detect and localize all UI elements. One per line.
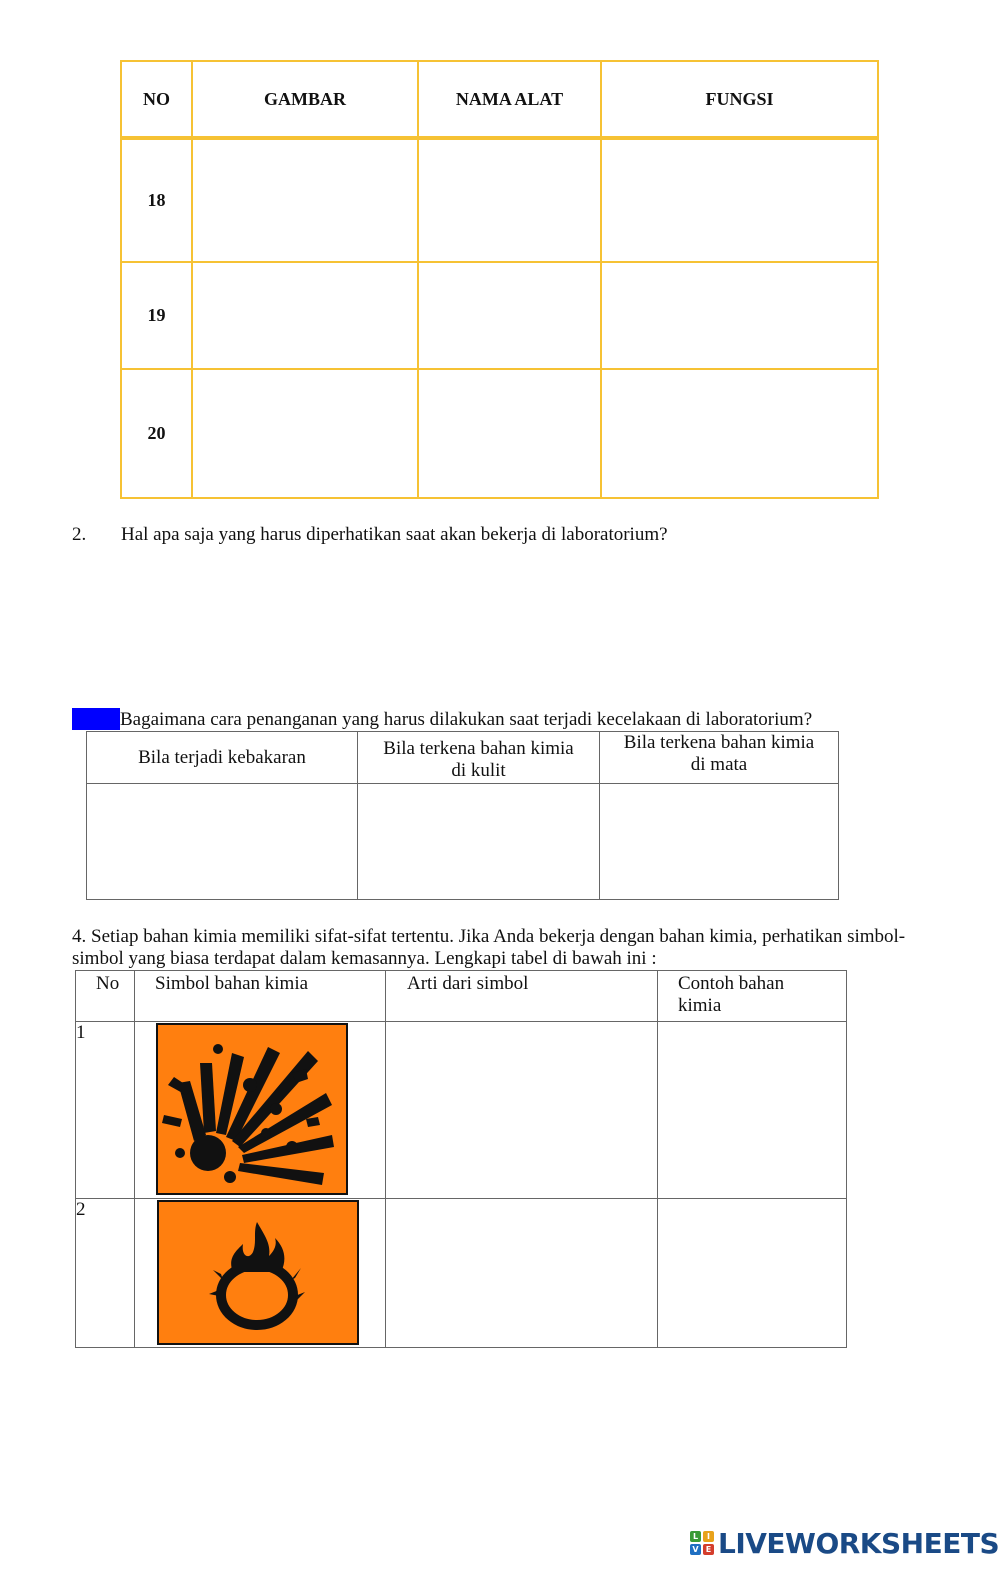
table-row	[121, 138, 878, 262]
header-no: No	[76, 971, 135, 1022]
nama-alat-cell[interactable]	[418, 369, 601, 498]
header-mata: Bila terkena bahan kimia di mata	[600, 732, 839, 784]
oxidizing-icon	[157, 1200, 359, 1345]
logo-mark: L I V E	[690, 1531, 714, 1555]
question-3-text: Bagaimana cara penanganan yang harus dilakukan saat terjadi kecelakaan di laboratorium?	[120, 709, 813, 730]
question-4-text: 4. Setiap bahan kimia memiliki sifat-sifat tertentu. Jika Anda bekerja dengan bahan kimia, perhatikan simbol-simbol yang biasa terdapat dalam kemasannya. Lengkapi tabel di bawah ini :	[72, 926, 906, 969]
header-contoh: Contoh bahan kimia	[658, 971, 847, 1022]
header-gambar: GAMBAR	[192, 61, 418, 138]
accident-table	[86, 731, 839, 900]
question-3-number: 3.	[72, 708, 87, 729]
table-row	[121, 262, 878, 369]
row-number: 18	[121, 138, 192, 262]
arti-answer-cell[interactable]	[386, 1022, 658, 1199]
question-2-text: Hal apa saja yang harus diperhatikan saat akan bekerja di laboratorium?	[121, 524, 668, 545]
header-simbol: Simbol bahan kimia	[135, 971, 386, 1022]
question-3-number-highlight	[72, 708, 120, 730]
row-number: 20	[121, 369, 192, 498]
header-nama-alat: NAMA ALAT	[418, 61, 601, 138]
gambar-cell[interactable]	[192, 262, 418, 369]
fungsi-cell[interactable]	[601, 138, 878, 262]
tools-table	[120, 60, 879, 499]
question-2-answer-area[interactable]	[120, 560, 880, 690]
row-number: 1	[76, 1022, 135, 1199]
mata-answer-cell[interactable]	[600, 784, 839, 900]
fungsi-cell[interactable]	[601, 262, 878, 369]
gambar-cell[interactable]	[192, 138, 418, 262]
liveworksheets-logo	[690, 1527, 999, 1559]
arti-answer-cell[interactable]	[386, 1199, 658, 1348]
explosive-icon	[156, 1023, 348, 1195]
header-kebakaran: Bila terjadi kebakaran	[87, 732, 358, 784]
row-number: 2	[76, 1199, 135, 1348]
header-arti: Arti dari simbol	[386, 971, 658, 1022]
kulit-answer-cell[interactable]	[358, 784, 600, 900]
gambar-cell[interactable]	[192, 369, 418, 498]
question-2-number: 2.	[72, 524, 87, 545]
nama-alat-cell[interactable]	[418, 262, 601, 369]
header-fungsi: FUNGSI	[601, 61, 878, 138]
header-kulit: Bila terkena bahan kimia di kulit	[358, 732, 600, 784]
nama-alat-cell[interactable]	[418, 138, 601, 262]
fungsi-cell[interactable]	[601, 369, 878, 498]
row-number: 19	[121, 262, 192, 369]
kebakaran-answer-cell[interactable]	[87, 784, 358, 900]
table-row	[121, 369, 878, 498]
contoh-answer-cell[interactable]	[658, 1199, 847, 1348]
header-no: NO	[121, 61, 192, 138]
contoh-answer-cell[interactable]	[658, 1022, 847, 1199]
logo-text: LIVEWORKSHEETS	[718, 1526, 1000, 1560]
